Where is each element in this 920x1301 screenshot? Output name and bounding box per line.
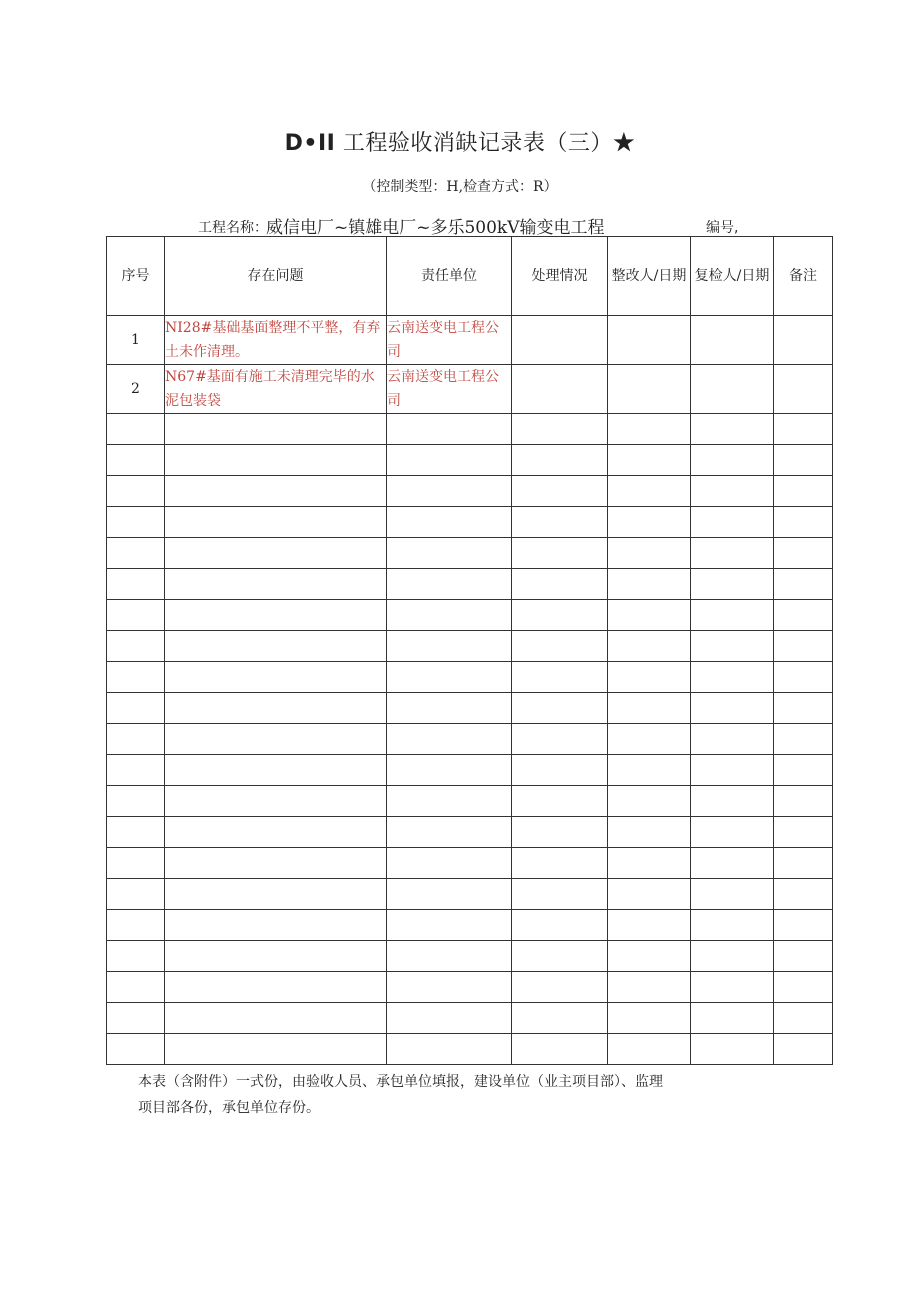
- empty-cell: [512, 972, 608, 1003]
- empty-cell: [691, 631, 774, 662]
- empty-cell: [774, 476, 833, 507]
- empty-cell: [691, 1034, 774, 1065]
- empty-cell: [165, 631, 387, 662]
- header-issue: 存在问题: [165, 237, 387, 316]
- row-issue: NI28#基础基面整理不平整，有弃土未作清理。: [165, 316, 387, 365]
- empty-table-row: [107, 1034, 833, 1065]
- empty-cell: [387, 972, 512, 1003]
- empty-cell: [107, 445, 165, 476]
- empty-cell: [608, 817, 691, 848]
- empty-cell: [387, 445, 512, 476]
- empty-table-row: [107, 662, 833, 693]
- empty-cell: [774, 631, 833, 662]
- empty-cell: [165, 1003, 387, 1034]
- empty-table-row: [107, 414, 833, 445]
- empty-cell: [107, 693, 165, 724]
- empty-table-row: [107, 1003, 833, 1034]
- empty-table-row: [107, 600, 833, 631]
- empty-cell: [165, 445, 387, 476]
- empty-table-row: [107, 817, 833, 848]
- empty-table-row: [107, 693, 833, 724]
- empty-cell: [165, 910, 387, 941]
- empty-cell: [512, 569, 608, 600]
- row-seq: 1: [107, 316, 165, 365]
- empty-cell: [512, 662, 608, 693]
- footer-note-line1: 本表（含附件）一式份，由验收人员、承包单位填报，建设单位（业主项目部）、监理: [138, 1074, 663, 1090]
- project-info-row: [198, 213, 758, 237]
- empty-cell: [387, 910, 512, 941]
- header-remark: 备注: [774, 237, 833, 316]
- empty-cell: [387, 1034, 512, 1065]
- empty-cell: [165, 786, 387, 817]
- empty-cell: [608, 1034, 691, 1065]
- empty-cell: [512, 910, 608, 941]
- empty-table-row: [107, 724, 833, 755]
- row-seq: 2: [107, 365, 165, 414]
- empty-cell: [165, 972, 387, 1003]
- empty-cell: [691, 786, 774, 817]
- empty-cell: [107, 848, 165, 879]
- empty-cell: [387, 755, 512, 786]
- empty-cell: [165, 662, 387, 693]
- empty-table-row: [107, 538, 833, 569]
- empty-cell: [512, 786, 608, 817]
- empty-table-row: [107, 910, 833, 941]
- empty-cell: [691, 848, 774, 879]
- empty-table-row: [107, 941, 833, 972]
- header-reviewer-date: 复检人/日期: [691, 237, 774, 316]
- page-title: [0, 126, 920, 157]
- empty-table-row: [107, 848, 833, 879]
- form-title: 工程验收消缺记录表（三）★: [342, 131, 636, 156]
- empty-cell: [387, 879, 512, 910]
- empty-cell: [774, 507, 833, 538]
- empty-cell: [691, 755, 774, 786]
- empty-cell: [512, 817, 608, 848]
- empty-cell: [774, 600, 833, 631]
- empty-cell: [387, 600, 512, 631]
- empty-cell: [387, 693, 512, 724]
- empty-cell: [387, 507, 512, 538]
- empty-cell: [691, 569, 774, 600]
- empty-cell: [165, 414, 387, 445]
- table-row: [107, 316, 833, 365]
- empty-cell: [107, 879, 165, 910]
- empty-cell: [512, 600, 608, 631]
- row-responsible-unit: 云南送变电工程公司: [387, 316, 512, 365]
- empty-cell: [691, 817, 774, 848]
- empty-cell: [165, 848, 387, 879]
- row-rectifier: [608, 365, 691, 414]
- row-rectifier: [608, 316, 691, 365]
- empty-cell: [691, 476, 774, 507]
- empty-cell: [608, 972, 691, 1003]
- empty-cell: [774, 817, 833, 848]
- empty-cell: [608, 445, 691, 476]
- empty-cell: [774, 569, 833, 600]
- empty-cell: [107, 724, 165, 755]
- empty-cell: [107, 1034, 165, 1065]
- empty-table-row: [107, 569, 833, 600]
- header-handling: 处理情况: [512, 237, 608, 316]
- empty-cell: [691, 941, 774, 972]
- row-remark: [774, 365, 833, 414]
- empty-table-row: [107, 755, 833, 786]
- empty-cell: [107, 569, 165, 600]
- empty-cell: [387, 848, 512, 879]
- empty-cell: [165, 538, 387, 569]
- empty-cell: [774, 910, 833, 941]
- control-type-subtitle: （控制类型：H,检查方式：R）: [362, 179, 558, 195]
- empty-cell: [774, 786, 833, 817]
- empty-cell: [774, 848, 833, 879]
- empty-cell: [165, 724, 387, 755]
- empty-cell: [512, 941, 608, 972]
- empty-cell: [165, 693, 387, 724]
- empty-cell: [608, 476, 691, 507]
- empty-cell: [608, 569, 691, 600]
- empty-cell: [387, 1003, 512, 1034]
- empty-table-row: [107, 631, 833, 662]
- empty-cell: [512, 848, 608, 879]
- project-name-value: 威信电厂~镇雄电厂~多乐500kV输变电工程: [266, 218, 605, 238]
- header-seq: 序号: [107, 237, 165, 316]
- serial-number-label: 编号,: [706, 220, 739, 236]
- empty-cell: [107, 941, 165, 972]
- empty-cell: [774, 972, 833, 1003]
- footer-note-line2: 项目部各份，承包单位存份。: [138, 1100, 320, 1116]
- empty-cell: [691, 507, 774, 538]
- empty-cell: [512, 476, 608, 507]
- empty-cell: [608, 786, 691, 817]
- table-row: [107, 365, 833, 414]
- empty-cell: [387, 538, 512, 569]
- empty-cell: [165, 879, 387, 910]
- empty-cell: [774, 879, 833, 910]
- form-code: D•II: [284, 131, 336, 156]
- empty-cell: [107, 600, 165, 631]
- empty-cell: [387, 724, 512, 755]
- empty-table-row: [107, 786, 833, 817]
- empty-cell: [512, 1003, 608, 1034]
- empty-cell: [691, 879, 774, 910]
- empty-cell: [165, 755, 387, 786]
- empty-cell: [774, 538, 833, 569]
- empty-cell: [691, 414, 774, 445]
- empty-table-row: [107, 972, 833, 1003]
- empty-cell: [691, 972, 774, 1003]
- empty-cell: [512, 631, 608, 662]
- empty-cell: [107, 662, 165, 693]
- empty-cell: [165, 941, 387, 972]
- row-issue: N67#基面有施工未清理完毕的水泥包装袋: [165, 365, 387, 414]
- empty-cell: [691, 538, 774, 569]
- empty-cell: [608, 848, 691, 879]
- empty-cell: [608, 600, 691, 631]
- row-reviewer: [691, 316, 774, 365]
- empty-cell: [165, 1034, 387, 1065]
- row-remark: [774, 316, 833, 365]
- empty-cell: [608, 879, 691, 910]
- empty-cell: [608, 538, 691, 569]
- empty-cell: [774, 693, 833, 724]
- empty-cell: [608, 941, 691, 972]
- empty-cell: [165, 507, 387, 538]
- empty-cell: [608, 507, 691, 538]
- empty-cell: [691, 724, 774, 755]
- empty-cell: [608, 724, 691, 755]
- empty-cell: [608, 910, 691, 941]
- empty-cell: [165, 476, 387, 507]
- empty-cell: [107, 817, 165, 848]
- project-name-label: 工程名称：: [198, 220, 268, 236]
- empty-table-row: [107, 445, 833, 476]
- empty-cell: [107, 910, 165, 941]
- empty-cell: [387, 817, 512, 848]
- empty-cell: [107, 1003, 165, 1034]
- empty-cell: [512, 507, 608, 538]
- empty-cell: [774, 414, 833, 445]
- empty-cell: [387, 476, 512, 507]
- empty-cell: [512, 1034, 608, 1065]
- empty-cell: [608, 662, 691, 693]
- empty-cell: [774, 724, 833, 755]
- empty-cell: [107, 755, 165, 786]
- empty-cell: [774, 755, 833, 786]
- empty-cell: [774, 445, 833, 476]
- empty-cell: [512, 755, 608, 786]
- empty-cell: [165, 817, 387, 848]
- empty-cell: [608, 414, 691, 445]
- empty-cell: [774, 662, 833, 693]
- empty-cell: [107, 414, 165, 445]
- empty-cell: [512, 879, 608, 910]
- empty-cell: [107, 972, 165, 1003]
- empty-cell: [387, 414, 512, 445]
- empty-cell: [387, 662, 512, 693]
- empty-cell: [107, 631, 165, 662]
- empty-cell: [512, 693, 608, 724]
- empty-cell: [165, 600, 387, 631]
- empty-table-row: [107, 879, 833, 910]
- empty-cell: [512, 445, 608, 476]
- empty-cell: [107, 476, 165, 507]
- row-handling: [512, 365, 608, 414]
- header-rectifier-date: 整改人/日期: [608, 237, 691, 316]
- empty-cell: [774, 1034, 833, 1065]
- empty-cell: [608, 693, 691, 724]
- empty-cell: [608, 1003, 691, 1034]
- empty-cell: [691, 445, 774, 476]
- empty-table-row: [107, 507, 833, 538]
- empty-cell: [165, 569, 387, 600]
- empty-cell: [387, 631, 512, 662]
- row-responsible-unit: 云南送变电工程公司: [387, 365, 512, 414]
- empty-cell: [107, 507, 165, 538]
- row-handling: [512, 316, 608, 365]
- empty-cell: [512, 724, 608, 755]
- empty-cell: [608, 755, 691, 786]
- defect-record-table: [106, 236, 833, 1065]
- empty-cell: [691, 1003, 774, 1034]
- empty-cell: [107, 538, 165, 569]
- empty-cell: [608, 631, 691, 662]
- empty-cell: [387, 786, 512, 817]
- empty-cell: [774, 941, 833, 972]
- empty-cell: [107, 786, 165, 817]
- empty-cell: [774, 1003, 833, 1034]
- empty-cell: [387, 941, 512, 972]
- header-responsible-unit: 责任单位: [387, 237, 512, 316]
- empty-cell: [691, 662, 774, 693]
- empty-cell: [512, 414, 608, 445]
- table-header-row: [107, 237, 833, 316]
- empty-cell: [691, 600, 774, 631]
- row-reviewer: [691, 365, 774, 414]
- empty-cell: [691, 693, 774, 724]
- empty-cell: [691, 910, 774, 941]
- empty-table-row: [107, 476, 833, 507]
- empty-cell: [387, 569, 512, 600]
- empty-cell: [512, 538, 608, 569]
